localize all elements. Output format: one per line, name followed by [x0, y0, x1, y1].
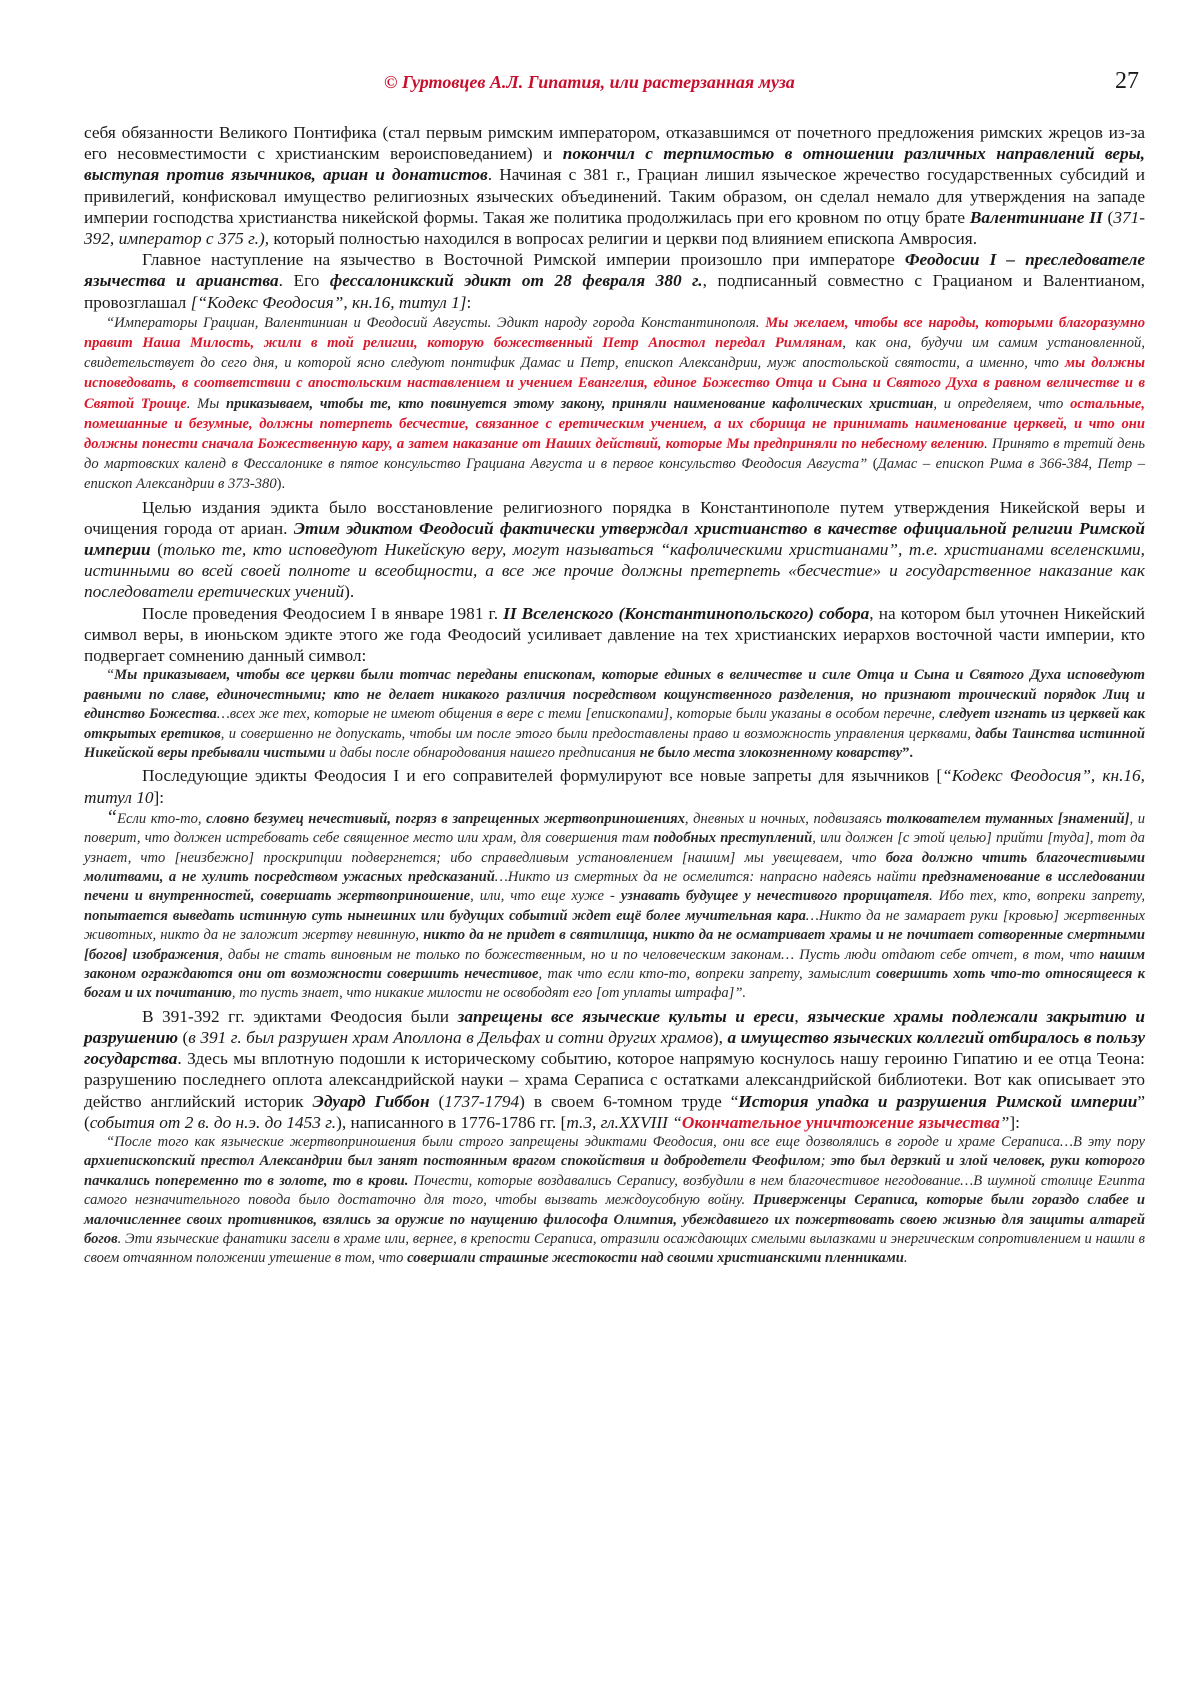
text: ( [150, 540, 163, 560]
emphasis: архиепископский престол Александрии был занят постоянным врагом спокойствия и добродетели Феофилом [84, 1153, 821, 1170]
text: ( [867, 456, 878, 473]
text: , то пусть знает, что никакие милости не освободят его [от уплаты штрафа]”. [231, 985, 747, 1002]
text: “ [106, 1134, 115, 1150]
emphasis: История упадка и разрушения Римской империи [738, 1091, 1138, 1111]
text: ) в своем 6-томном труде “ [519, 1091, 739, 1111]
quote-june-edict [84, 666, 1145, 763]
emphasis: это был дерзкий и злой человек, руки которого пачкались попеременно то в золоте, то в крови. [84, 1153, 1145, 1189]
text: , [794, 1006, 808, 1026]
text: ]: [1009, 1112, 1020, 1132]
emphasis: Этим эдиктом Феодосий фактически утверждал христианство в качестве официальной религии Римской империи [84, 518, 1145, 560]
text: Главное наступление на язычество в Восточной Римской империи произошло при императоре [142, 250, 905, 270]
emphasis: II Вселенского (Константинопольского) собора [503, 603, 870, 623]
italic-text: в 391 г. был разрушен храм Аполлона в Дельфах и сотни других храмов [188, 1027, 713, 1047]
emphasis: предзнаменование в исследовании печени и внутренностей, совершать жертвоприношение [84, 868, 1145, 905]
text: , подписанный совместно с Грацианом и Валентианом, провозглашал [84, 271, 1146, 312]
quote-gibbon [84, 1133, 1145, 1269]
text: . Его [278, 271, 330, 291]
text: , как она, будучи им самим установленной, свидетельствует до сего дня, и которой ясно следуют понтифик Дамас и Петр, епископ Александрии, муж апостольской святости, а именно, что [84, 335, 1145, 372]
emphasis: Эдуард Гиббон [312, 1091, 430, 1111]
text: …всех же тех, которые не имеют общения в вере с теми [епископами], которые были указаны в особом перечне, [216, 706, 940, 723]
text: В 391-392 гг. эдиктами Феодосия были [142, 1006, 458, 1026]
text: который полностью находился в вопросах религии и церкви под влиянием епископа Амвросия. [269, 229, 978, 249]
header-title: © Гуртовцев А.Л. Гипатия, или растерзанная муза [384, 72, 795, 92]
text: : [466, 292, 472, 312]
emphasis: нашим законом ограждаются они от возможности совершить нечестивое [84, 946, 1145, 982]
text: “Императоры Грациан, Валентиниан и Феодосий Августы. Эдикт народу города Константинополя. [106, 314, 766, 331]
text: , дабы не стать виновным не только по божественным, но и по человеческим законам… Пусть люди отдают себе отчет, в том, что [219, 946, 1100, 963]
text: Почести, которые воздавались Серапису, возбудили в нем благочестивое негодование…В шумной столице Египта самого незначительного повода было достаточно для того, чтобы вызвать междоусобную войну. [84, 1172, 1145, 1209]
text: …Никто из смертных да не осмелится: напрасно надеясь найти [494, 868, 922, 885]
emphasis: толкователем туманных [знамений] [886, 810, 1130, 827]
emphasis: попытается выведать истинную суть нынешних или будущих событий ждет ещё более мучительная кара [84, 907, 806, 924]
text: ). [276, 476, 286, 493]
emphasis: приказываем, чтобы те, кто повинуется этому закону, приняли наименование кафолических христиан [225, 395, 934, 412]
emphasis: следует изгнать из церквей как открытых еретиков [84, 706, 1145, 742]
text: , или, что еще хуже - [470, 888, 621, 905]
emphasis: никто да не придет в святилища, никто да не осматривает храмы и не почитает сотворенные смертными [богов] изображения [84, 927, 1145, 963]
emphasis: языческие храмы подлежали закрытию и разрушению [84, 1006, 1145, 1047]
emphasis: запрещены все языческие культы и ереси [457, 1006, 795, 1026]
italic-text: т.3, гл.XXVIII “ [566, 1112, 682, 1132]
text: . Мы [186, 395, 226, 412]
emphasis: бога должно чтить благочестивыми молитвами, а не хулить посредством ужасных предсказаний [84, 849, 1145, 885]
paragraph-gratian [84, 122, 1145, 249]
emphasis: фессалоникский эдикт от 28 февраля 380 г. [329, 271, 703, 291]
text: , так что если кто-то, вопреки запрету, замыслит [538, 965, 877, 982]
italic-text: “Кодекс Феодосия”, кн.16, титул 10 [84, 766, 1145, 807]
text: . Начиная с 381 г., Грациан лишил языческое жречество государственных субсидий и привилегий, конфисковал имущество религиозных языческих объединений. Таким образом, он сделал немало для утверждения на западе империи господства христианства никейской формы. Такая же политика продолжилась при его кровном по отцу брате [84, 165, 1145, 227]
text: ]: [153, 787, 165, 807]
red-emphasis: остальные, помешанные и безумные, должны потерпеть бесчестие, связанное с еретическим учением, а их сборища не принимать наименование церквей, и что они должны понести сначала Божественную кару, а затем наказание от Наших действий, которые Мы предприняли по небесному велению [84, 395, 1145, 453]
emphasis: совершить хоть что-то относящееся к богам и их почитанию [84, 965, 1146, 1002]
text: Дамас – епископ Рима в 366-384, Петр – епископ Александрии в 373-380 [84, 456, 1145, 493]
text: и дабы после обнародования нашего предписания [325, 744, 640, 761]
paragraph-theodosius [84, 249, 1145, 313]
page-body [84, 122, 1145, 1269]
text: . [903, 1250, 908, 1267]
text: “ [106, 805, 118, 828]
text: ). [344, 582, 355, 602]
red-emphasis: Мы желаем, чтобы все народы, которыми благоразумно правит Наша Милость, жили в той религии, которую божественный Петр Апостол передал Римлянам [84, 314, 1145, 352]
emphasis: подобных преступлений [653, 830, 813, 847]
italic-text: 371-392, император с 375 г.), [84, 207, 1145, 249]
text: ), [712, 1027, 728, 1047]
text: ( [178, 1027, 189, 1047]
text: …Никто да не замарает руки [кровью] жертвенных животных, никто да не заложит жертву невинную, [84, 907, 1145, 944]
text: , или должен [с этой целью] прийти [туда], тот да узнает, что [неизбежно] проскрипции подвергнется; ибо справедливым установлением [нашим] мы увещеваем, что [84, 830, 1145, 866]
text: ”. [902, 744, 914, 761]
emphasis: покончил с терпимостью в отношении различных направлений веры, выступая против язычников, ариан и донатистов [84, 144, 1145, 185]
text: , на котором был уточнен Никейский символ веры, в июньском эдикте этого же года Феодосий усиливает давление на тех христианских иерархов восточной части империи, кто подвергает сомнению данный символ: [84, 603, 1146, 666]
italic-text: [“Кодекс Феодосия”, кн.16, титул 1] [190, 292, 467, 312]
emphasis: словно безумец нечестивый, погряз в запрещенных жертвоприношениях [206, 810, 685, 827]
text: ( [429, 1091, 445, 1111]
text: ” ( [84, 1091, 1145, 1132]
text: . Здесь мы вплотную подошли к историческому событию, которое напрямую коснулось нашу героиню Гипатию и ее отца Теона: разрушению последнего оплота александрийской науки – храма Сераписа с остатками александрийской библиотеки. Вот как описывает это действо английский историк [84, 1049, 1145, 1111]
text: После проведения Феодосием I в январе 1981 г. [142, 603, 504, 623]
text: , и совершенно не допускать, чтобы им после этого были предоставлены право и возможность управления церквами, [220, 725, 976, 742]
paragraph-council [84, 603, 1145, 667]
text: себя обязанности Великого Понтифика (стал первым римским императором, отказавшимся от почетного предложения римских жрецов из-за его несовместимости с христианским вероисповеданием) и [84, 123, 1145, 164]
emphasis: Приверженцы Сераписа, которые были гораздо слабее и малочисленнее своих противников, взялись за оружие по наущению философа Олимпия, убеждавшего их пожертвовать своею жизнью для защиты алтарей богов [84, 1192, 1145, 1248]
text: , дневных и ночных, подвизаясь [684, 810, 887, 827]
italic-text: ” [999, 1112, 1010, 1132]
page-number: 27 [1115, 68, 1139, 94]
quote-edict-380 [84, 313, 1145, 495]
paragraph-later-edicts [84, 765, 1145, 807]
italic-text: события от 2 в. до н.э. до 1453 г. [89, 1112, 337, 1132]
quote-codex-title-10 [84, 805, 1146, 1004]
paragraph-391-392 [84, 1006, 1145, 1133]
paragraph-edict-purpose [84, 497, 1145, 603]
text: . Эти языческие фанатики засели в храме или, вернее, в крепости Сераписа, отразили осаждающих смелыми вылазками и энергическим сопротивлением и нашли в своем отчаянном положении утешение в том, что [84, 1231, 1145, 1267]
red-emphasis: мы должны исповедовать, в соответствии с апостольским наставлением и учением Евангелия, единое Божество Отца и Сына и Святого Духа в равном величестве и в Святой Троице [84, 355, 1145, 412]
text: Целью издания эдикта было восстановление религиозного порядка в Константинополе путем утверждения Никейской веры и очищения города от ариан. [84, 497, 1145, 538]
text: ( [1102, 207, 1114, 227]
text: После того как языческие жертвоприношения были строго запрещены эдиктами Феодосия, они все еще дозволялись в городе и храме Сераписа…В эту пору [114, 1134, 1145, 1150]
text: . Принято в третий день до мартовских календ в Фессалонике в пятое консульство Грациана Августа и в первое консульство Феодосия Августа” [84, 436, 1145, 473]
page-header [84, 70, 1145, 96]
emphasis: Феодосии I – преследователе язычества и арианства [84, 250, 1145, 291]
emphasis: узнавать будущее у нечестивого прорицателя [620, 888, 930, 905]
emphasis: совершали страшные жестокости над своими христианскими пленниками [407, 1250, 904, 1267]
emphasis: не было места злокозненному коварству [639, 744, 903, 761]
emphasis: Валентиниане II [969, 207, 1103, 227]
emphasis: Мы приказываем, чтобы все церкви были тотчас переданы епископам, которые единых в величестве и силе Отца и Сына и Святого Духа исповедуют равными по славе, единочестными; кто не делает никакого различия посредством кощунственного разделения, но признают троический порядок Лиц и единство Божества [84, 667, 1145, 723]
text: , и определяем, что [933, 395, 1071, 412]
red-emphasis: Окончательное уничтожение язычества [681, 1112, 1000, 1132]
text: Если кто-то, [117, 810, 207, 827]
emphasis: дабы Таинства истинной Никейской веры пребывали чистыми [84, 725, 1146, 761]
italic-text: 1737-1794 [444, 1091, 520, 1111]
italic-text: только те, кто исповедуют Никейскую веру, могут называться “кафолическими христианами”, т.е. христианами вселенскими, истинными во всей своей полноте и всеобщности, а все же прочие должны претерпеть «бесчестие» и государственное наказание как последователи еретических учений [84, 540, 1145, 602]
text: ; [820, 1153, 831, 1170]
emphasis: а имущество языческих коллегий отбиралось в пользу государства [84, 1027, 1145, 1069]
text: “ [106, 667, 115, 684]
text: Последующие эдикты Феодосия I и его соправителей формулируют все новые запреты для язычников [ [142, 766, 943, 786]
text: , и поверит, что должен истребовать себе священное место или храм, для совершения там [84, 810, 1145, 847]
text: . Ибо тех, кто, вопреки запрету, [929, 888, 1145, 905]
text: ), написанного в 1776-1786 гг. [ [336, 1112, 567, 1132]
